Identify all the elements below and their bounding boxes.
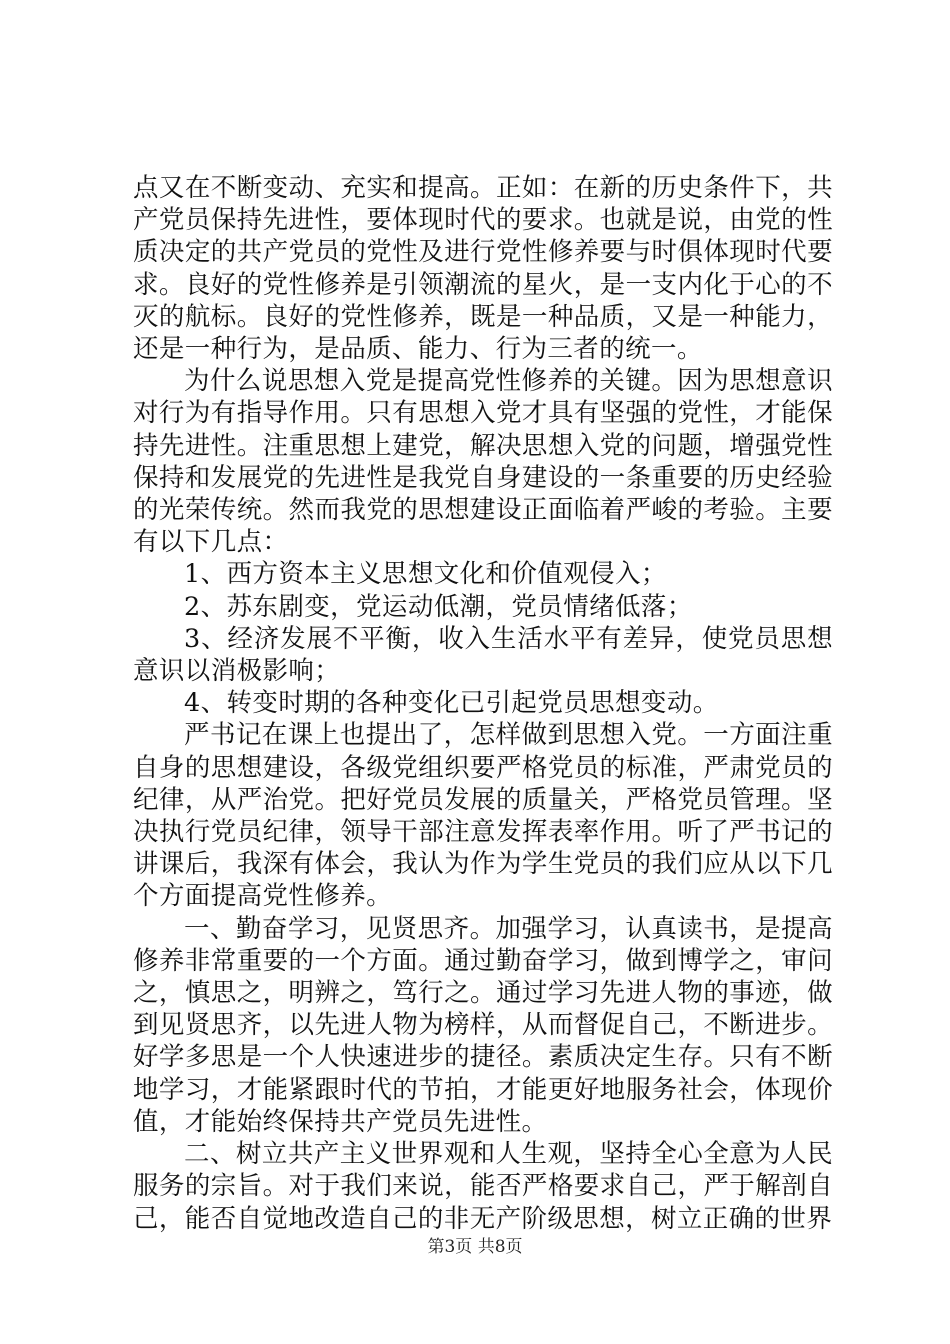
- list-item-1: 1、西方资本主义思想文化和价值观侵入；: [184, 559, 667, 590]
- paragraph-point-one: 一、勤奋学习，见贤思齐。加强学习，认真读书，是提高修养非常重要的一个方面。通过勤奋学习，做到博学之，审问之，慎思之，明辨之，笃行之。通过学习先进人物的事迹，做到见贤思齐，以先进人物为榜样，从而督促自己，不断进步。好学多思是一个人快速进步的捷径。素质决定生存。只有不断地学习，才能紧跟时代的节拍，才能更好地服务社会，体现价值，才能始终保持共产党员先进性。: [133, 913, 833, 1137]
- list-item-4: 4、转变时期的各种变化已引起党员思想变动。: [184, 688, 719, 719]
- paragraph-thought-party: 为什么说思想入党是提高党性修养的关键。因为思想意识对行为有指导作用。只有思想入党才具有坚强的党性，才能保持先进性。注重思想上建党，解决思想入党的问题，增强党性保持和发展党的先进性是我党自身建设的一条重要的历史经验的光荣传统。然而我党的思想建设正面临着严峻的考验。主要有以下几点：: [133, 366, 833, 558]
- list-item-2: 2、苏东剧变，党运动低潮，党员情绪低落；: [184, 591, 693, 622]
- page-number-footer: 第3页 共8页: [427, 1237, 523, 1257]
- paragraph-continuation: 点又在不断变动、充实和提高。正如：在新的历史条件下，共产党员保持先进性，要体现时代的要求。也就是说，由党的性质决定的共产党员的党性及进行党性修养要与时俱体现时代要求。良好的党性修养是引领潮流的星火，是一支内化于心的不灭的航标。良好的党性修养，既是一种品质，又是一种能力，还是一种行为，是品质、能力、行为三者的统一。: [133, 173, 833, 365]
- list-item-3: 3、经济发展不平衡，收入生活水平有差异，使党员思想意识以消极影响；: [133, 623, 833, 687]
- document-body: [133, 172, 833, 1235]
- paragraph-point-two: 二、树立共产主义世界观和人生观，坚持全心全意为人民服务的宗旨。对于我们来说，能否严格要求自己，严于解剖自己，能否自觉地改造自己的非无产阶级思想，树立正确的世界: [133, 1139, 833, 1234]
- paragraph-secretary-yan: 严书记在课上也提出了，怎样做到思想入党。一方面注重自身的思想建设，各级党组织要严格党员的标准，严肃党员的纪律，从严治党。把好党员发展的质量关，严格党员管理。坚决执行党员纪律，领导干部注意发挥表率作用。听了严书记的讲课后，我深有体会，我认为作为学生党员的我们应从以下几个方面提高党性修养。: [133, 720, 833, 912]
